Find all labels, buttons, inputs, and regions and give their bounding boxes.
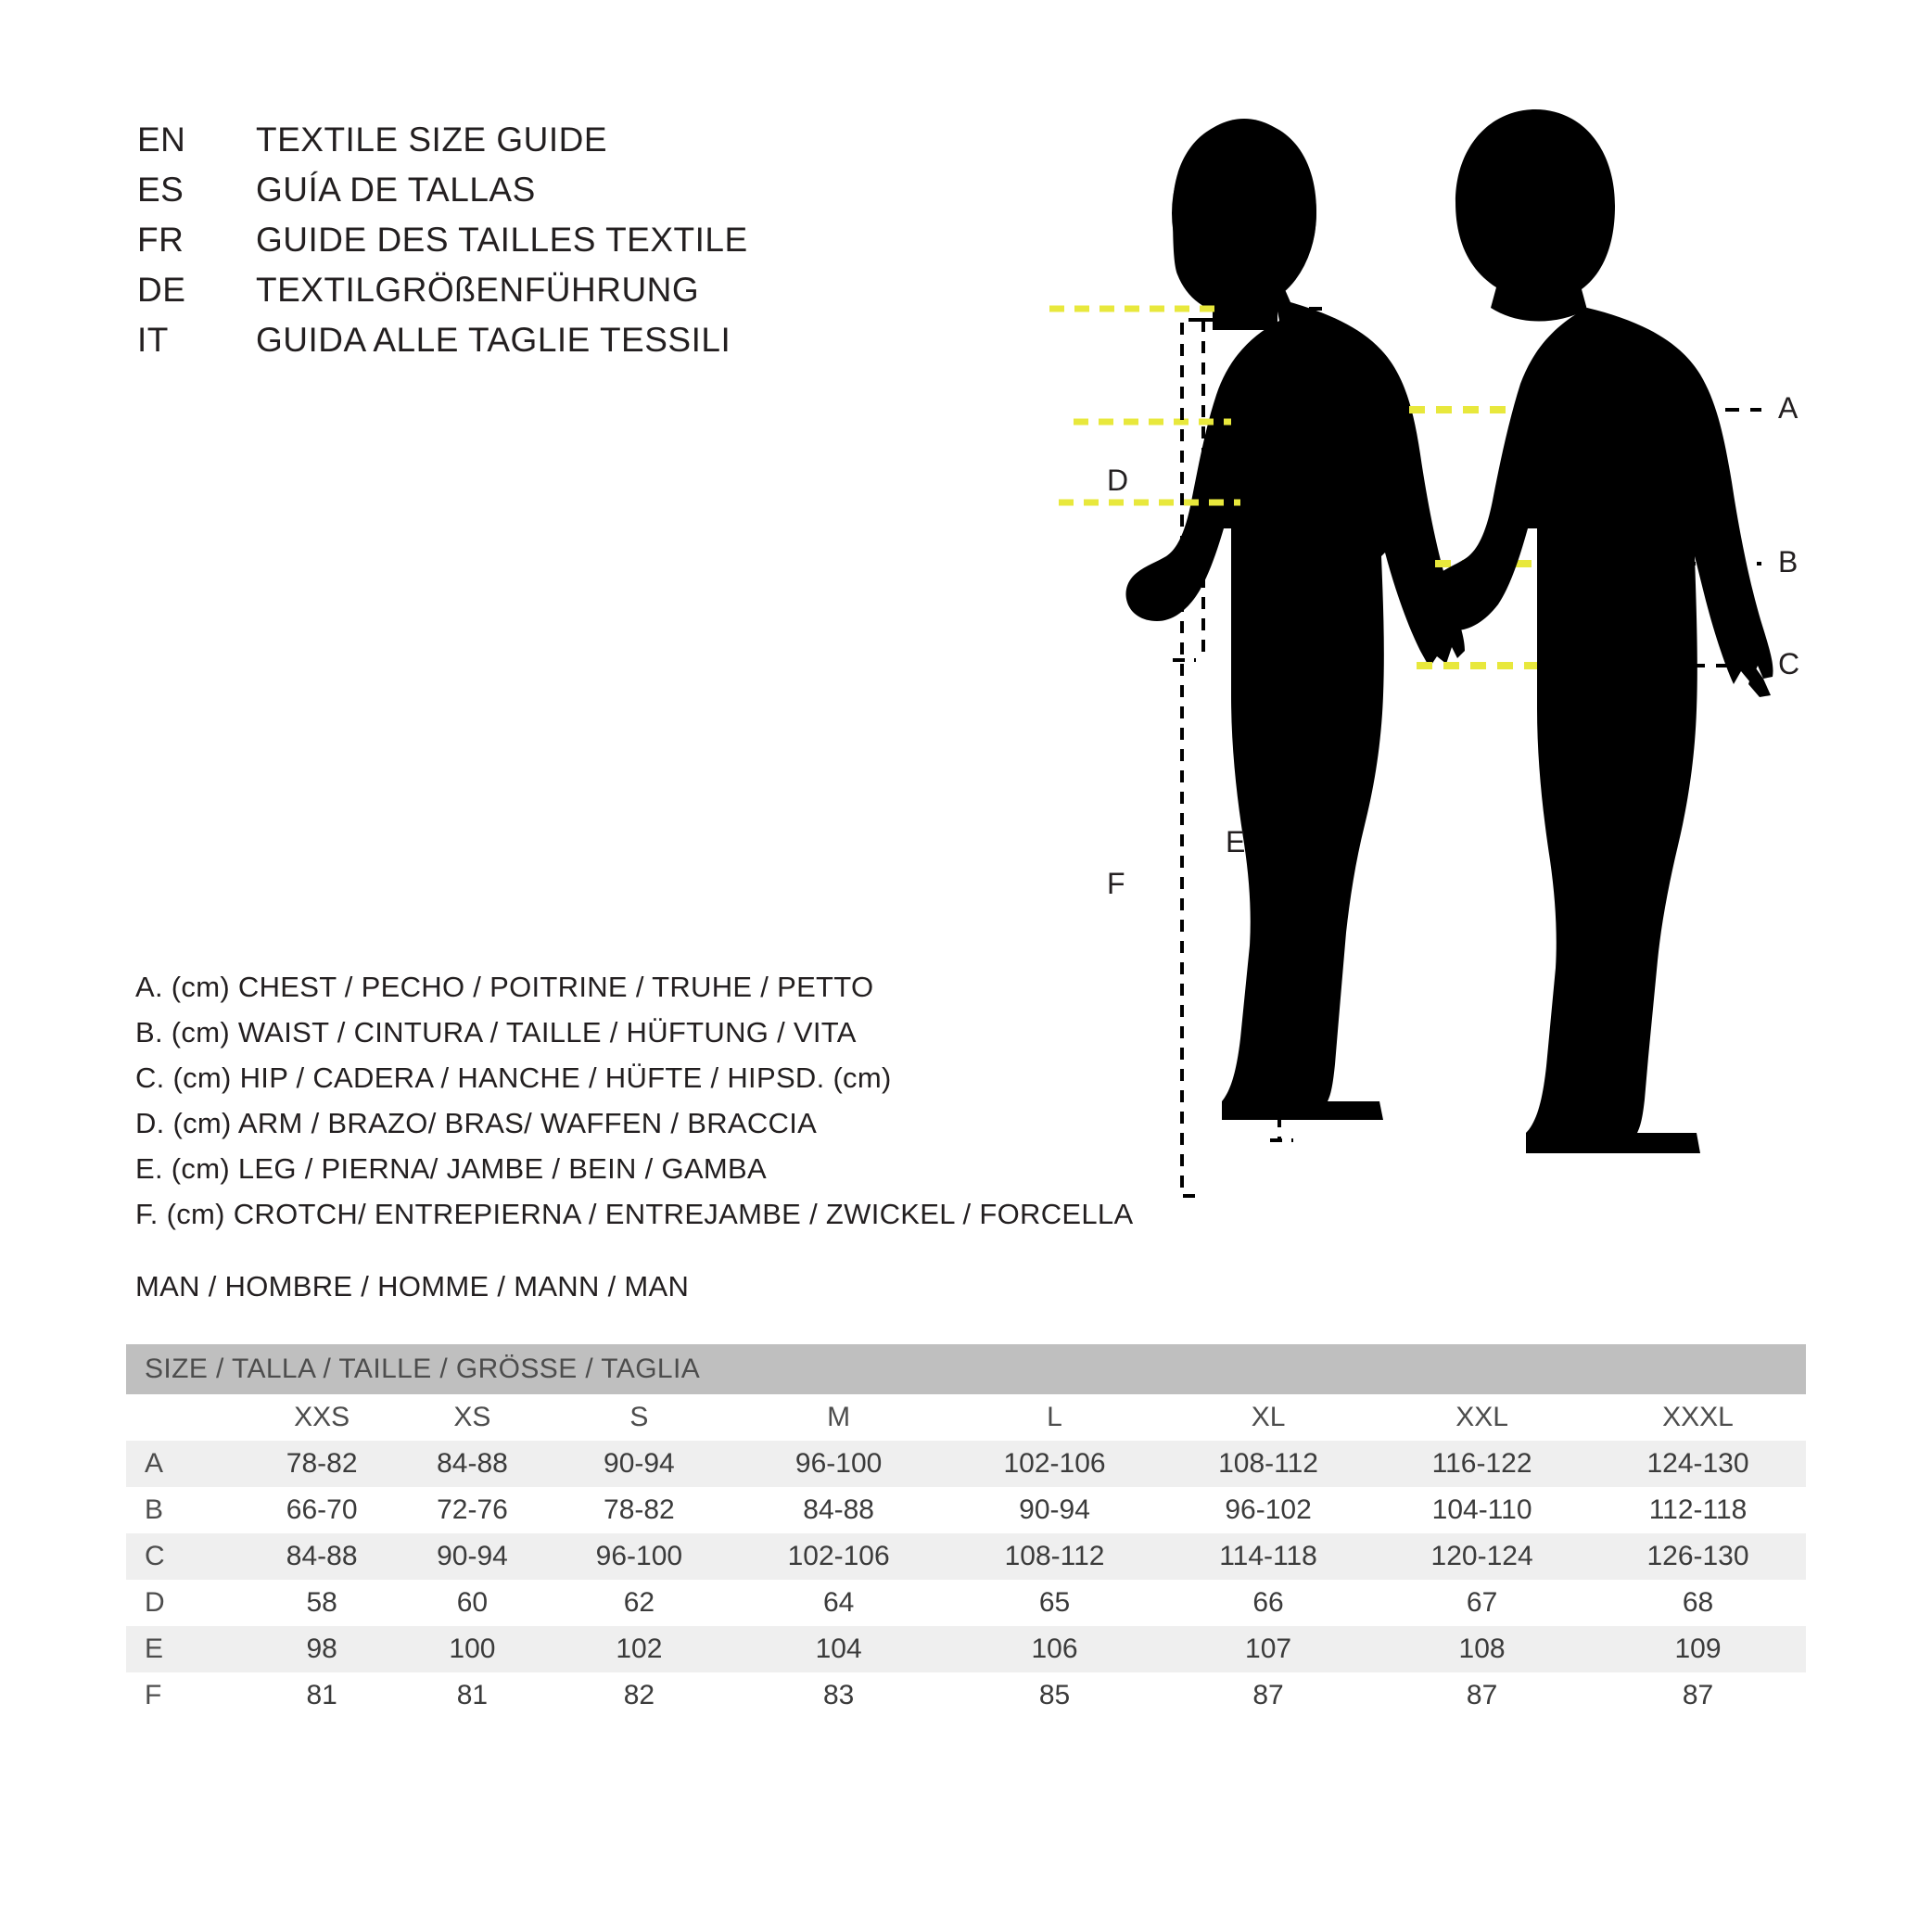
cell: 81 [397,1672,547,1719]
row-label-e: E [126,1626,247,1672]
language-code: IT [137,321,169,359]
table-corner-cell [126,1394,247,1441]
cell: 78-82 [548,1487,731,1533]
cell: 96-100 [731,1441,947,1487]
legend-item-a: A. (cm) CHEST / PECHO / POITRINE / TRUHE / PETTO [135,971,874,1003]
table-row [126,1441,1806,1487]
column-header-xxxl: XXXL [1590,1394,1806,1441]
cell: 114-118 [1163,1533,1374,1580]
column-header-s: S [548,1394,731,1441]
language-code: ES [137,171,184,209]
cell: 120-124 [1374,1533,1590,1580]
legend-item-c: C. (cm) HIP / CADERA / HANCHE / HÜFTE / HIPSD. (cm) [135,1061,892,1094]
dimension-label-f: F [1107,867,1125,900]
column-header-xxs: XXS [247,1394,397,1441]
cell: 68 [1590,1580,1806,1626]
legend-item-f: F. (cm) CROTCH/ ENTREPIERNA / ENTREJAMBE / ZWICKEL / FORCELLA [135,1198,1134,1230]
cell: 87 [1374,1672,1590,1719]
cell: 96-100 [548,1533,731,1580]
column-header-xxl: XXL [1374,1394,1590,1441]
dimension-label-d: D [1107,464,1129,497]
dimension-label-e: E [1226,825,1246,858]
cell: 90-94 [548,1441,731,1487]
cell: 104 [731,1626,947,1672]
table-row [126,1533,1806,1580]
cell: 87 [1163,1672,1374,1719]
row-label-c: C [126,1533,247,1580]
callout-label-c: C [1778,647,1800,680]
male-silhouette [1335,93,1932,1205]
cell: 84-88 [731,1487,947,1533]
language-row [137,171,748,221]
cell: 116-122 [1374,1441,1590,1487]
legend-item-e: E. (cm) LEG / PIERNA/ JAMBE / BEIN / GAMBA [135,1152,767,1185]
language-code: FR [137,221,184,259]
cell: 67 [1374,1580,1590,1626]
cell: 87 [1590,1672,1806,1719]
column-header-xl: XL [1163,1394,1374,1441]
cell: 124-130 [1590,1441,1806,1487]
row-label-a: A [126,1441,247,1487]
language-row [137,321,748,371]
cell: 98 [247,1626,397,1672]
legend-item-d: D. (cm) ARM / BRAZO/ BRAS/ WAFFEN / BRACCIA [135,1107,818,1139]
language-row [137,121,748,171]
cell: 66-70 [247,1487,397,1533]
cell: 102 [548,1626,731,1672]
cell: 108 [1374,1626,1590,1672]
cell: 126-130 [1590,1533,1806,1580]
language-code: DE [137,271,186,309]
cell: 84-88 [397,1441,547,1487]
cell: 82 [548,1672,731,1719]
cell: 96-102 [1163,1487,1374,1533]
cell: 102-106 [947,1441,1163,1487]
cell: 104-110 [1374,1487,1590,1533]
cell: 81 [247,1672,397,1719]
cell: 58 [247,1580,397,1626]
cell: 106 [947,1626,1163,1672]
language-code: EN [137,121,186,159]
measurement-legend [135,964,1133,1237]
table-row [126,1626,1806,1672]
cell: 85 [947,1672,1163,1719]
table-band-row [126,1344,1806,1394]
cell: 90-94 [947,1487,1163,1533]
row-label-b: B [126,1487,247,1533]
cell: 64 [731,1580,947,1626]
cell: 108-112 [1163,1441,1374,1487]
size-table [126,1344,1806,1719]
language-row [137,221,748,271]
cell: 66 [1163,1580,1374,1626]
cell: 83 [731,1672,947,1719]
language-title: GUIDE DES TAILLES TEXTILE [256,221,748,259]
table-row [126,1672,1806,1719]
cell: 90-94 [397,1533,547,1580]
table-header-row [126,1394,1806,1441]
column-header-xs: XS [397,1394,547,1441]
cell: 60 [397,1580,547,1626]
cell: 84-88 [247,1533,397,1580]
language-row [137,271,748,321]
cell: 78-82 [247,1441,397,1487]
table-band-label: SIZE / TALLA / TAILLE / GRÖSSE / TAGLIA [126,1344,1806,1394]
language-title: GUIDA ALLE TAGLIE TESSILI [256,321,731,359]
column-header-m: M [731,1394,947,1441]
language-title: GUÍA DE TALLAS [256,171,536,209]
cell: 109 [1590,1626,1806,1672]
table-row [126,1487,1806,1533]
legend-item-b: B. (cm) WAIST / CINTURA / TAILLE / HÜFTUNG / VITA [135,1016,857,1049]
table-row [126,1580,1806,1626]
cell: 112-118 [1590,1487,1806,1533]
language-title: TEXTILGRÖßENFÜHRUNG [256,271,700,309]
language-title-block [137,121,748,371]
cell: 108-112 [947,1533,1163,1580]
cell: 100 [397,1626,547,1672]
cell: 65 [947,1580,1163,1626]
row-label-d: D [126,1580,247,1626]
cell: 62 [548,1580,731,1626]
cell: 102-106 [731,1533,947,1580]
column-header-l: L [947,1394,1163,1441]
callout-label-b: B [1778,545,1799,578]
callout-label-a: A [1778,391,1799,425]
language-title: TEXTILE SIZE GUIDE [256,121,608,159]
gender-label: MAN / HOMBRE / HOMME / MANN / MAN [135,1270,690,1303]
cell: 107 [1163,1626,1374,1672]
row-label-f: F [126,1672,247,1719]
cell: 72-76 [397,1487,547,1533]
